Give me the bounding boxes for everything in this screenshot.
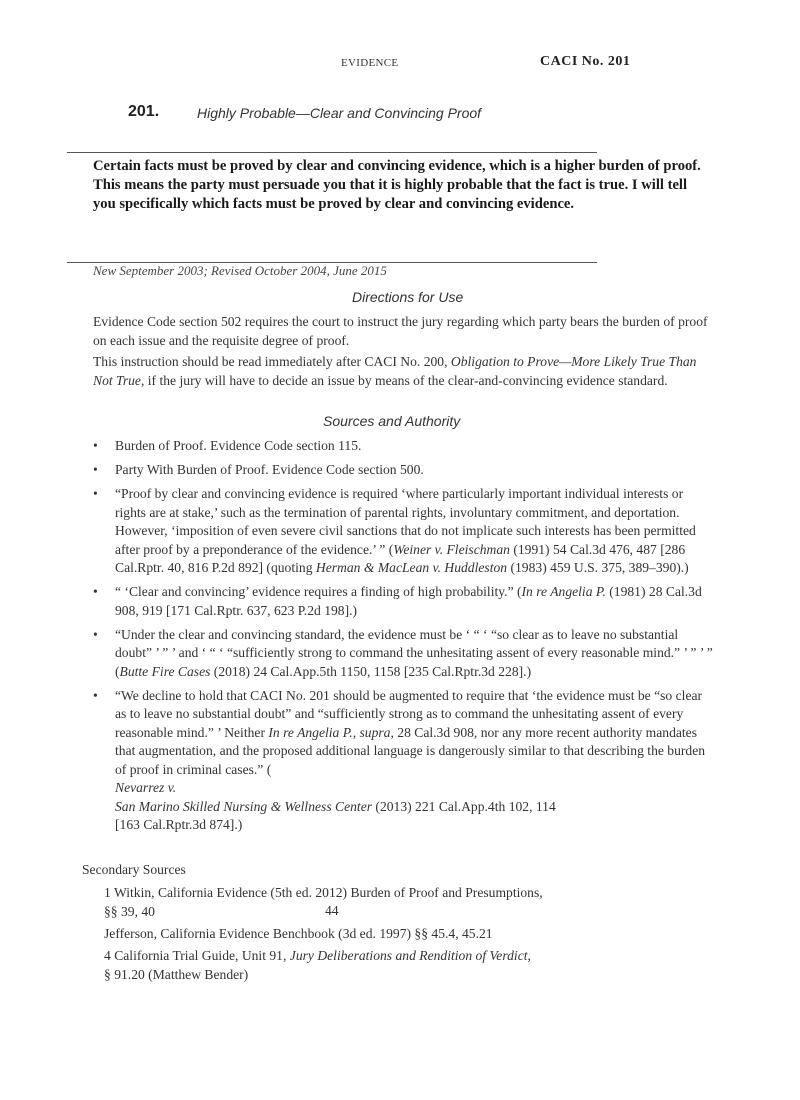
page-number: 44 <box>325 903 339 918</box>
secondary-source-1-sections: §§ 39, 40 <box>104 904 155 919</box>
source-text: (1983) 459 U.S. 375, 389–390).) <box>507 560 689 575</box>
list-item <box>93 461 713 480</box>
secondary-source-3-text-c: § 91.20 (Matthew Bender) <box>104 966 249 982</box>
treatise-chapter-title: Jury Deliberations and Rendition of Verdict <box>289 948 528 963</box>
directions-paragraph-1: Evidence Code section 502 requires the court to instruct the jury regarding which party bears the burden of proof on each issue and the requisite degree of proof. <box>93 314 708 348</box>
bullet: • <box>93 626 98 642</box>
source-text: (1991) 54 Cal.3d 476, 487 [286 Cal.Rptr. 40, 816 P.2d 892] (quoting <box>115 541 686 575</box>
source-text: (1981) 28 Cal.3d 908, 919 [171 Cal.Rptr. 637, 623 P.2d 198].) <box>115 584 702 618</box>
sources-heading: Sources and Authority <box>323 413 461 429</box>
cross-reference-title: Obligation to Prove—More Likely True Than Not True <box>93 354 697 388</box>
source-text: (2013) 221 Cal.App.4th 102, 114 <box>372 798 556 814</box>
source-text: Party With Burden of Proof. Evidence Code section 500. <box>115 462 424 477</box>
revision-history: New September 2003; Revised October 2004, June 2015 <box>93 263 387 278</box>
source-text: [163 Cal.Rptr.3d 874].) <box>115 817 243 832</box>
sources-list <box>93 437 713 840</box>
list-item <box>93 485 713 578</box>
source-text: “Proof by clear and convincing evidence is required ‘where particularly important individual interests or rights are at stake,’ such as the termination of parental rights, involuntary commitment, and deportation. However, ‘imposition of even severe civil sanctions that do not implicate such interests has been permitted after proof by a preponderance of the evidence.’ ” ( <box>115 486 696 557</box>
source-text: , 28 Cal.3d 908, nor any more recent authority mandates that augmentation, and the proposed additional language is dangerously similar to that describing the burden of proof in criminal cases.” ( <box>115 724 706 777</box>
secondary-source-3-text-a: 4 California Trial Guide, Unit 91, <box>104 948 290 963</box>
instruction-text: Certain facts must be proved by clear and convincing evidence, which is a higher burden of proof. This means the party must persuade you that it is highly probable that the fact is true. I will tell you specifically which facts must be proved by clear and convincing evidence. <box>93 158 701 212</box>
list-item <box>93 687 713 835</box>
running-header-caci-number: CACI No. 201 <box>540 54 631 69</box>
case-name: Nevarrez v. <box>115 780 177 795</box>
source-text: (2018) 24 Cal.App.5th 1150, 1158 [235 Cal.Rptr.3d 228].) <box>210 663 532 679</box>
case-name: Butte Fire Cases <box>119 663 211 679</box>
secondary-sources-heading: Secondary Sources <box>82 862 186 877</box>
instruction-number: 201. <box>128 103 160 120</box>
directions-p2-text-a: This instruction should be read immediately after CACI No. 200, <box>93 354 451 369</box>
case-name: Weiner v. Fleischman <box>393 541 510 557</box>
list-item <box>93 437 713 456</box>
directions-paragraph-2 <box>93 353 713 390</box>
case-name: In re Angelia P., supra <box>268 724 391 740</box>
source-text: “We decline to hold that CACI No. 201 should be augmented to require that ‘the evidence must be “so clear as to leave no substantial doubt” and “sufficiently strong as to command the unhesitating assent of every reasonable mind.” ’ Neither <box>115 687 703 740</box>
secondary-source-3-text-b: , <box>527 948 531 963</box>
directions-p2-text-b: , if the jury will have to decide an issue by means of the clear-and-convincing evidence standard. <box>140 372 668 388</box>
running-header-section: EVIDENCE <box>341 57 399 69</box>
secondary-source-3 <box>104 947 664 984</box>
bullet: • <box>93 486 98 501</box>
source-text: Burden of Proof. Evidence Code section 115. <box>115 438 362 453</box>
bullet: • <box>93 687 98 703</box>
bullet: • <box>93 438 98 453</box>
list-item <box>93 583 713 620</box>
source-text: “Under the clear and convincing standard, the evidence must be ‘ “ ‘ “so clear as to leave no substantial doubt” ’ ” ’ and ‘ “ ‘ “sufficiently strong to command the unhesitating assent of every reasonable mind.” ’ ” ’ ” ( <box>115 626 713 679</box>
secondary-source-2: Jefferson, California Evidence Benchbook (3d ed. 1997) §§ 45.4, 45.21 <box>104 926 493 941</box>
case-name: San Marino Skilled Nursing & Wellness Center <box>115 798 373 814</box>
source-text: “ ‘Clear and convincing’ evidence requires a finding of high probability.” ( <box>115 584 522 599</box>
top-divider <box>67 152 597 153</box>
case-name: Herman & MacLean v. Huddleston <box>315 560 508 575</box>
bullet: • <box>93 462 98 477</box>
directions-heading: Directions for Use <box>352 289 464 305</box>
secondary-source-1: 1 Witkin, California Evidence (5th ed. 2012) Burden of Proof and Presumptions, <box>104 885 543 900</box>
instruction-title: Highly Probable—Clear and Convincing Proof <box>197 105 482 121</box>
list-item <box>93 626 713 682</box>
bullet: • <box>93 584 98 599</box>
case-name: In re Angelia P. <box>521 584 606 599</box>
